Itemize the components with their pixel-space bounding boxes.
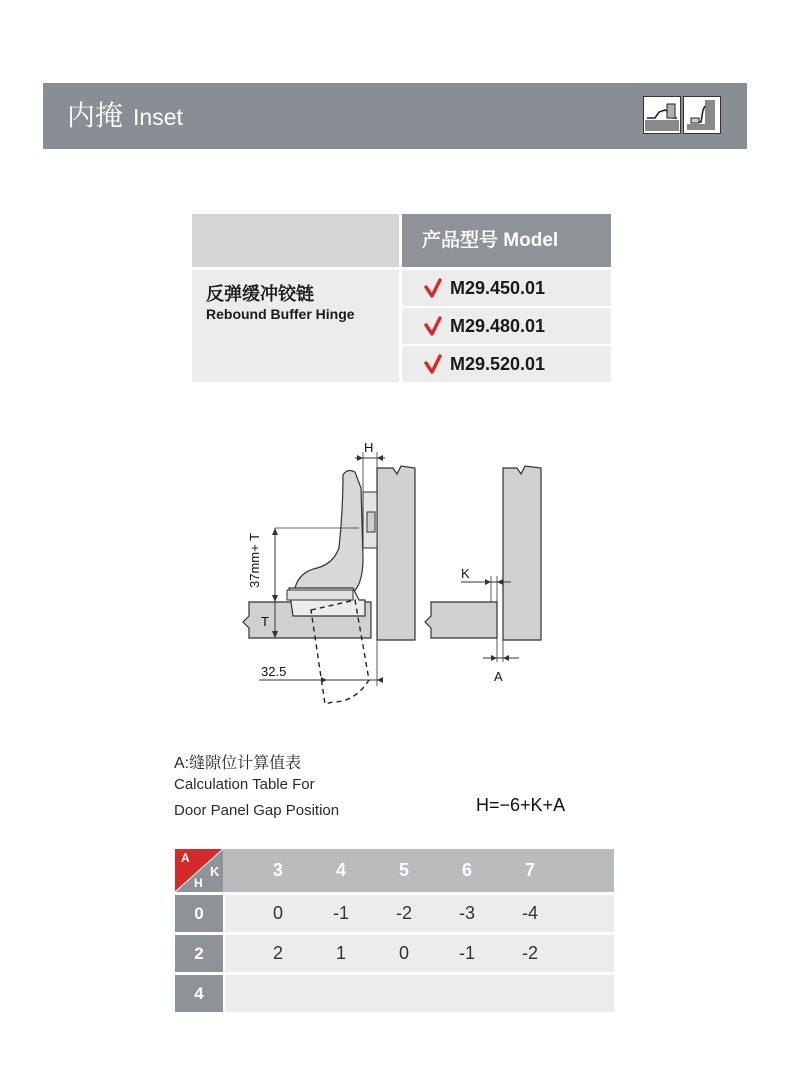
model-code: M29.480.01 <box>450 316 546 336</box>
product-name-en: Rebound Buffer Hinge <box>206 306 355 322</box>
model-code: M29.520.01 <box>450 354 546 374</box>
dim-label-height: 37mm+ T <box>247 532 262 588</box>
a-value-cell: -4 <box>521 903 538 923</box>
model-code: M29.450.01 <box>450 278 546 298</box>
gap-formula: H=−6+K+A <box>476 795 566 815</box>
a-value-cell: -3 <box>458 903 475 923</box>
header-icons <box>643 96 721 134</box>
inset-hinge-profile-icon <box>683 96 721 134</box>
model-table-head-blank <box>192 214 399 267</box>
table-row <box>175 935 614 972</box>
a-value-cell: 0 <box>272 903 283 923</box>
model-row <box>402 270 611 306</box>
dim-label-offset: 32.5 <box>261 664 287 679</box>
calc-title-en-line1: Calculation Table For <box>174 776 315 793</box>
row-values <box>225 895 614 932</box>
gap-table-header <box>175 849 614 892</box>
dim-label-t: T <box>261 614 269 629</box>
dim-label-h: H <box>364 440 374 455</box>
model-row <box>402 308 611 344</box>
calc-title-en-line2: Door Panel Gap Position <box>174 802 340 819</box>
corner-label-h: H <box>194 876 203 890</box>
a-value-cell: -2 <box>521 943 538 963</box>
row-values <box>225 935 614 972</box>
k-value-header: 6 <box>461 860 472 880</box>
h-value-cell: 4 <box>175 975 223 1012</box>
k-value-header: 7 <box>524 860 535 880</box>
check-icon <box>424 346 442 382</box>
check-icon <box>424 270 442 306</box>
calc-title-cn: A:缝隙位计算值表 <box>174 755 302 772</box>
row-values <box>225 975 614 1012</box>
h-value-cell: 2 <box>175 935 223 972</box>
dim-label-k: K <box>461 566 470 581</box>
section-title-en: Inset <box>133 104 183 130</box>
product-name-cell <box>192 270 399 382</box>
inset-hinge-side-icon <box>643 96 681 134</box>
table-row <box>175 975 614 1012</box>
a-value-cell: 0 <box>398 943 409 963</box>
a-value-cell: 1 <box>335 943 346 963</box>
model-row <box>402 346 611 382</box>
corner-label-a: A <box>181 851 190 865</box>
corner-label-k: K <box>210 864 220 879</box>
a-value-cell: 2 <box>272 943 283 963</box>
model-table <box>192 214 611 382</box>
section-title-cn: 内掩 <box>67 100 124 131</box>
gap-calculation-table <box>175 849 614 1012</box>
product-name-cn: 反弹缓冲铰链 <box>206 284 314 304</box>
dim-label-a: A <box>494 669 503 684</box>
check-icon <box>424 308 442 344</box>
section-title <box>67 99 183 134</box>
table-row <box>175 895 614 932</box>
section-header <box>43 83 747 149</box>
a-value-cell: -2 <box>395 903 412 923</box>
k-value-header: 5 <box>398 860 409 880</box>
k-value-header: 4 <box>335 860 346 880</box>
h-value-cell: 0 <box>175 895 223 932</box>
hinge-installation-diagram <box>235 440 565 710</box>
a-value-cell: -1 <box>332 903 349 923</box>
k-value-header: 3 <box>272 860 283 880</box>
model-table-header: 产品型号 Model <box>402 214 611 267</box>
a-value-cell: -1 <box>458 943 475 963</box>
